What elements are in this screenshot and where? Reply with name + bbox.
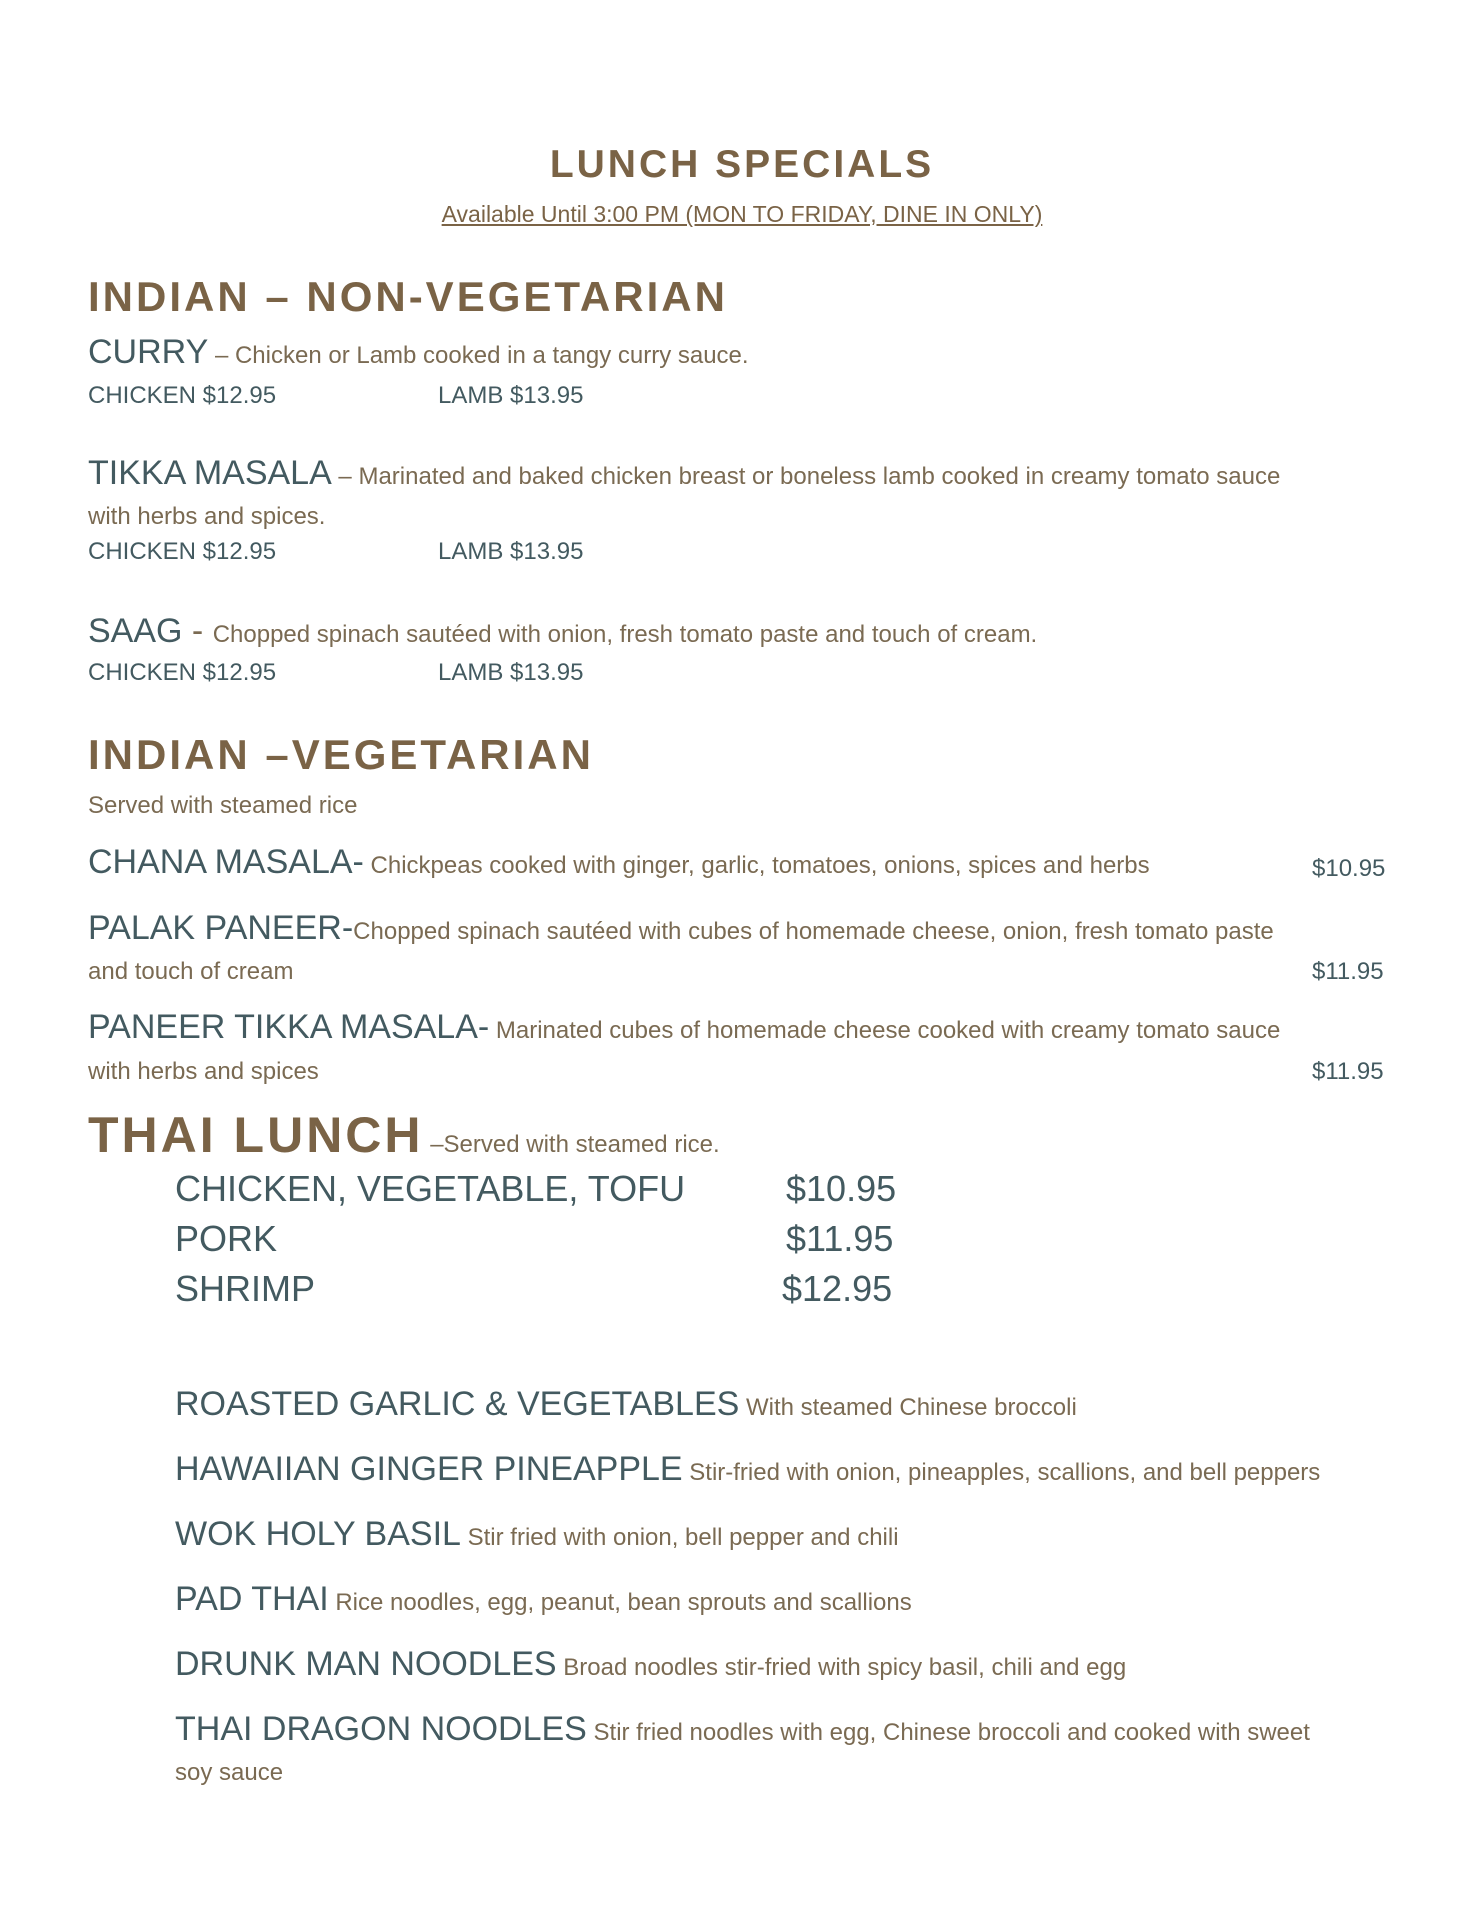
availability-subtitle: Available Until 3:00 PM (MON TO FRIDAY, DINE IN ONLY) (441, 201, 1043, 227)
item-description-cont: with herbs and spices (88, 1058, 319, 1085)
thai-dish (175, 1515, 899, 1554)
item-price: $10.95 (1312, 855, 1386, 882)
price-chicken: CHICKEN $12.95 (88, 538, 277, 565)
price-chicken: CHICKEN $12.95 (88, 382, 277, 409)
protein-price: $10.95 (786, 1168, 897, 1209)
section-heading-non-veg: INDIAN – NON-VEGETARIAN (88, 273, 728, 320)
price-lamb: LAMB $13.95 (438, 659, 584, 686)
item-description: Stir fried noodles with egg, Chinese broccoli and cooked with sweet (586, 1719, 1310, 1746)
thai-dish (175, 1385, 1077, 1424)
item-description: Stir fried with onion, bell pepper and chili (460, 1524, 899, 1551)
page-title: LUNCH SPECIALS (549, 143, 935, 186)
menu-item-curry (88, 333, 749, 372)
item-separator: – (331, 463, 359, 490)
item-price: $11.95 (1312, 1058, 1384, 1085)
item-description: Rice noodles, egg, peanut, bean sprouts and scallions (328, 1589, 912, 1616)
item-description: Chickpeas cooked with ginger, garlic, tomatoes, onions, spices and herbs (363, 852, 1150, 879)
item-description: With steamed Chinese broccoli (739, 1394, 1077, 1421)
protein-name: SHRIMP (175, 1268, 316, 1309)
item-name: CHANA MASALA- (88, 843, 364, 881)
menu-item-palak-paneer (88, 909, 1274, 948)
protein-price: $11.95 (786, 1218, 894, 1259)
item-separator: – (208, 342, 235, 369)
item-name: THAI DRAGON NOODLES (175, 1710, 587, 1748)
item-description-cont: soy sauce (175, 1759, 284, 1786)
veg-served-note: Served with steamed rice (88, 792, 358, 819)
item-description: Chopped spinach sautéed with onion, fresh tomato paste and touch of cream. (212, 621, 1038, 648)
item-description-cont: and touch of cream (88, 958, 294, 985)
price-lamb: LAMB $13.95 (438, 538, 584, 565)
item-price: $11.95 (1312, 958, 1384, 985)
item-name: TIKKA MASALA (88, 454, 332, 492)
price-lamb: LAMB $13.95 (438, 382, 584, 409)
item-name: PALAK PANEER- (88, 909, 354, 947)
item-name: CURRY (88, 333, 209, 371)
thai-dish (175, 1580, 912, 1619)
menu-item-paneer-tikka-masala (88, 1008, 1280, 1047)
protein-name: PORK (175, 1218, 278, 1259)
menu-item-chana-masala (88, 843, 1150, 882)
section-heading-veg: INDIAN –VEGETARIAN (88, 731, 594, 778)
thai-heading-row (88, 1106, 720, 1164)
item-name: PAD THAI (175, 1580, 329, 1618)
item-name: HAWAIIAN GINGER PINEAPPLE (175, 1450, 683, 1488)
thai-served-note: –Served with steamed rice. (423, 1131, 720, 1158)
item-description-cont: with herbs and spices. (88, 503, 326, 530)
item-description: Marinated cubes of homemade cheese cooked with creamy tomato sauce (489, 1017, 1281, 1044)
item-name: SAAG (88, 612, 183, 650)
thai-dish (175, 1450, 1320, 1489)
item-name: DRUNK MAN NOODLES (175, 1645, 557, 1683)
section-heading-thai: THAI LUNCH (88, 1107, 424, 1163)
protein-name: CHICKEN, VEGETABLE, TOFU (175, 1168, 686, 1209)
item-description: Marinated and baked chicken breast or boneless lamb cooked in creamy tomato sauce (358, 463, 1281, 490)
item-description: Chicken or Lamb cooked in a tangy curry sauce. (234, 342, 749, 369)
protein-price: $12.95 (782, 1268, 893, 1309)
menu-item-tikka-masala (88, 454, 1280, 493)
item-description: Chopped spinach sautéed with cubes of homemade cheese, onion, fresh tomato paste (353, 918, 1274, 945)
menu-item-saag (88, 612, 1037, 651)
thai-dish (175, 1710, 1310, 1749)
item-separator: - (182, 612, 213, 650)
item-name: WOK HOLY BASIL (175, 1515, 461, 1553)
item-name: PANEER TIKKA MASALA- (88, 1008, 490, 1046)
item-description: Broad noodles stir-fried with spicy basil, chili and egg (556, 1654, 1127, 1681)
thai-dish (175, 1645, 1126, 1684)
item-description: Stir-fried with onion, pineapples, scallions, and bell peppers (682, 1459, 1321, 1486)
item-name: ROASTED GARLIC & VEGETABLES (175, 1385, 740, 1423)
price-chicken: CHICKEN $12.95 (88, 659, 277, 686)
